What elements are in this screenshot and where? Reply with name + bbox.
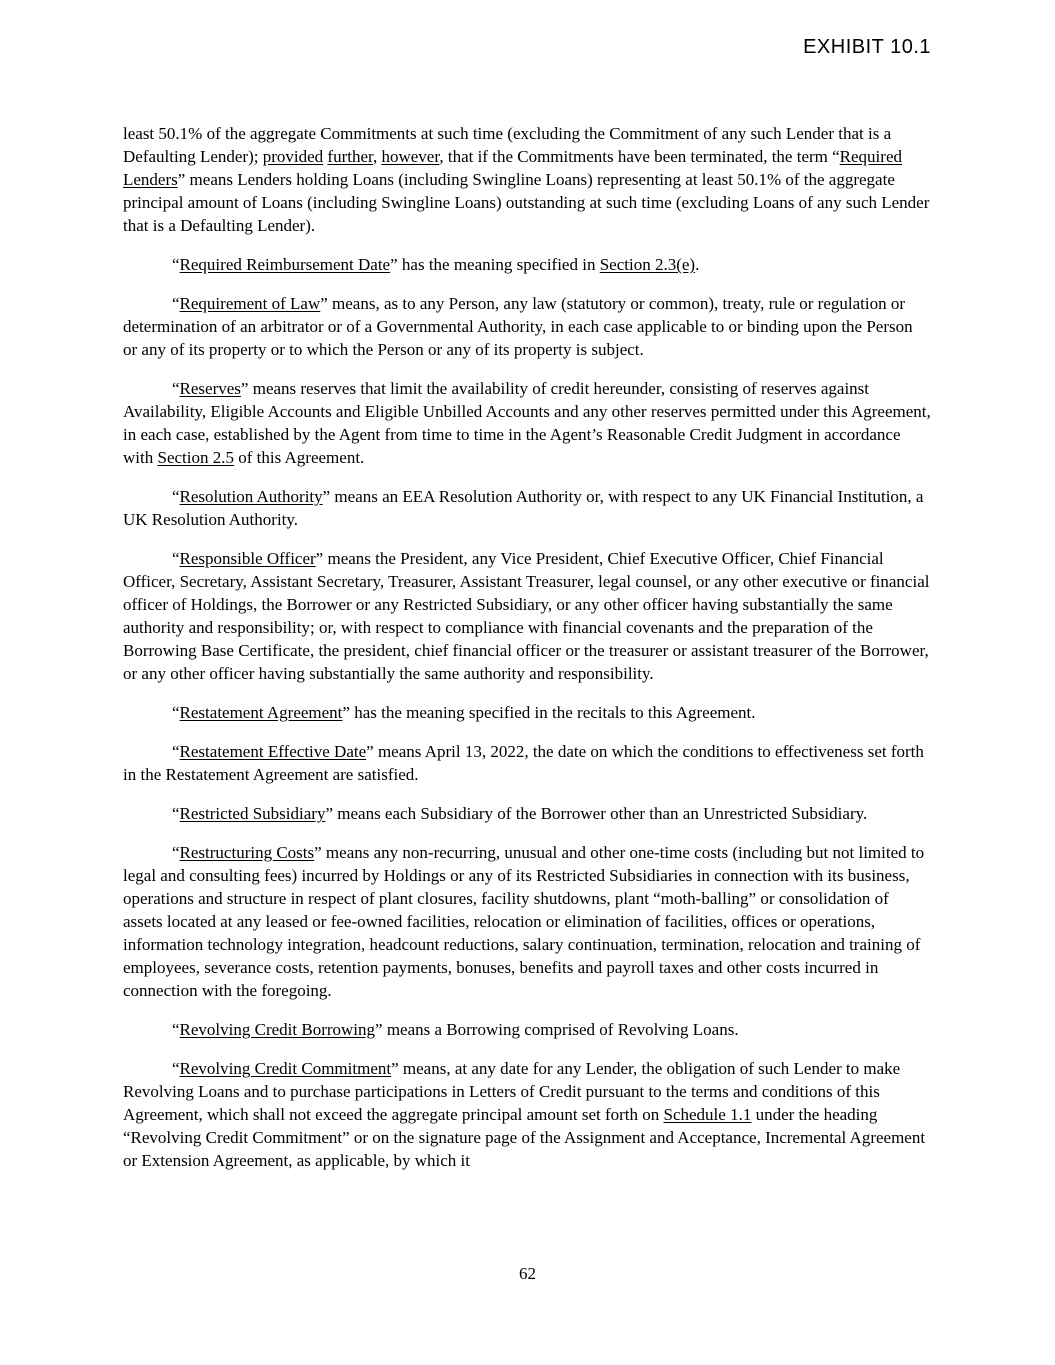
paragraph xyxy=(123,122,931,237)
text-run: ” means an EEA Resolution Authority or, with respect to any UK Financial Institution, a UK Resolution Authority. xyxy=(123,487,924,529)
text-run: ” means, as to any Person, any law (statutory or common), treaty, rule or regulation or determination of an arbitrator or of a Governmental Authority, in each case applicable to or binding upon the Person or any of its property or to which the Person or any of its property is subject. xyxy=(123,294,913,359)
text-run: “ xyxy=(172,843,180,862)
underlined-term: Section 2.5 xyxy=(157,448,234,467)
paragraph xyxy=(123,253,931,276)
paragraph xyxy=(123,701,931,724)
paragraph xyxy=(123,740,931,786)
paragraph xyxy=(123,1057,931,1172)
text-run: , xyxy=(372,147,382,166)
underlined-term: Responsible Officer xyxy=(179,549,316,568)
underlined-term: provided xyxy=(262,147,324,166)
paragraph xyxy=(123,292,931,361)
text-run: “ xyxy=(172,379,180,398)
exhibit-label: EXHIBIT 10.1 xyxy=(803,36,931,58)
text-run: , that if the Commitments have been terminated, the term “ xyxy=(439,147,840,166)
text-run: ” means any non-recurring, unusual and other one-time costs (including but not limited to legal and consulting fees) incurred by Holdings or any of its Restricted Subsidiaries in connection with its business, operations and structure in respect of plant closures, facility shutdowns, plant “moth-balling” or consolidation of assets located at any leased or fee-owned facilities, relocation or elimination of facilities, offices or operations, information technology integration, headcount reductions, salary continuation, termination, relocation and training of employees, severance costs, retention payments, bonuses, benefits and payroll taxes and other costs incurred in connection with the foregoing. xyxy=(123,843,925,1000)
underlined-term: Schedule 1.1 xyxy=(663,1105,752,1124)
text-run: “ xyxy=(172,549,180,568)
text-run: ” means April 13, 2022, the date on which the conditions to effectiveness set forth in the Restatement Agreement are satisfied. xyxy=(123,742,924,784)
text-run: ” has the meaning specified in the recitals to this Agreement. xyxy=(342,703,756,722)
text-run: “ xyxy=(172,742,180,761)
underlined-term: Required Lenders xyxy=(123,147,902,189)
paragraph xyxy=(123,1018,931,1041)
underlined-term: Restructuring Costs xyxy=(179,843,315,862)
paragraph xyxy=(123,547,931,685)
text-run: ” means a Borrowing comprised of Revolving Loans. xyxy=(375,1020,739,1039)
text-run: least 50.1% of the aggregate Commitments at such time (excluding the Commitment of any such Lender that is a Defaulting Lender); xyxy=(123,124,892,166)
paragraph xyxy=(123,841,931,1002)
underlined-term: Resolution Authority xyxy=(179,487,323,506)
text-run: “ xyxy=(172,1020,180,1039)
text-run: “ xyxy=(172,703,180,722)
underlined-term: Restricted Subsidiary xyxy=(179,804,326,823)
text-run: under the heading “Revolving Credit Commitment” or on the signature page of the Assignment and Acceptance, Incremental Agreement or Extension Agreement, as applicable, by which it xyxy=(123,1105,926,1170)
text-run: ” means reserves that limit the availability of credit hereunder, consisting of reserves against Availability, Eligible Accounts and Eligible Unbilled Accounts and any other reserves permitted under this Agreement, in each case, established by the Agent from time to time in the Agent’s Reasonable Credit Judgment in accordance with xyxy=(123,379,931,467)
underlined-term: Required Reimbursement Date xyxy=(179,255,391,274)
underlined-term: however xyxy=(381,147,440,166)
text-run: ” means the President, any Vice President, Chief Executive Officer, Chief Financial Officer, Secretary, Assistant Secretary, Treasurer, Assistant Treasurer, legal counsel, or any other executive or financial officer of Holdings, the Borrower or any Restricted Subsidiary, or any other officer having substantially the same authority and responsibility; or, with respect to compliance with financial covenants and the preparation of the Borrowing Base Certificate, the president, chief financial officer or the treasurer or assistant treasurer of the Borrower, or any other officer having substantially the same authority and responsibility. xyxy=(123,549,930,683)
text-run: of this Agreement. xyxy=(233,448,365,467)
underlined-term: Restatement Effective Date xyxy=(179,742,367,761)
text-run: ” has the meaning specified in xyxy=(390,255,600,274)
underlined-term: Reserves xyxy=(179,379,241,398)
text-run: ” means Lenders holding Loans (including Swingline Loans) representing at least 50.1% of the aggregate principal amount of Loans (including Swingline Loans) outstanding at such time (excluding Loans of any such Lender that is a Defaulting Lender). xyxy=(123,170,930,235)
text-run: “ xyxy=(172,804,180,823)
underlined-term: Requirement of Law xyxy=(179,294,321,313)
text-run: ” means each Subsidiary of the Borrower other than an Unrestricted Subsidiary. xyxy=(325,804,868,823)
paragraph xyxy=(123,802,931,825)
document-body xyxy=(123,122,931,1188)
underlined-term: Restatement Agreement xyxy=(179,703,343,722)
page-number: 62 xyxy=(519,1264,536,1283)
text-run: “ xyxy=(172,255,180,274)
paragraph xyxy=(123,485,931,531)
text-run: . xyxy=(695,255,700,274)
text-run: “ xyxy=(172,487,180,506)
underlined-term: further xyxy=(327,147,373,166)
text-run: “ xyxy=(172,294,180,313)
text-run: “ xyxy=(172,1059,180,1078)
paragraph xyxy=(123,377,931,469)
underlined-term: Section 2.3(e) xyxy=(599,255,696,274)
text-run: ” means, at any date for any Lender, the obligation of such Lender to make Revolving Loans and to purchase participations in Letters of Credit pursuant to the terms and conditions of this Agreement, which shall not exceed the aggregate principal amount set forth on xyxy=(123,1059,901,1124)
underlined-term: Revolving Credit Borrowing xyxy=(179,1020,376,1039)
underlined-term: Revolving Credit Commitment xyxy=(179,1059,392,1078)
